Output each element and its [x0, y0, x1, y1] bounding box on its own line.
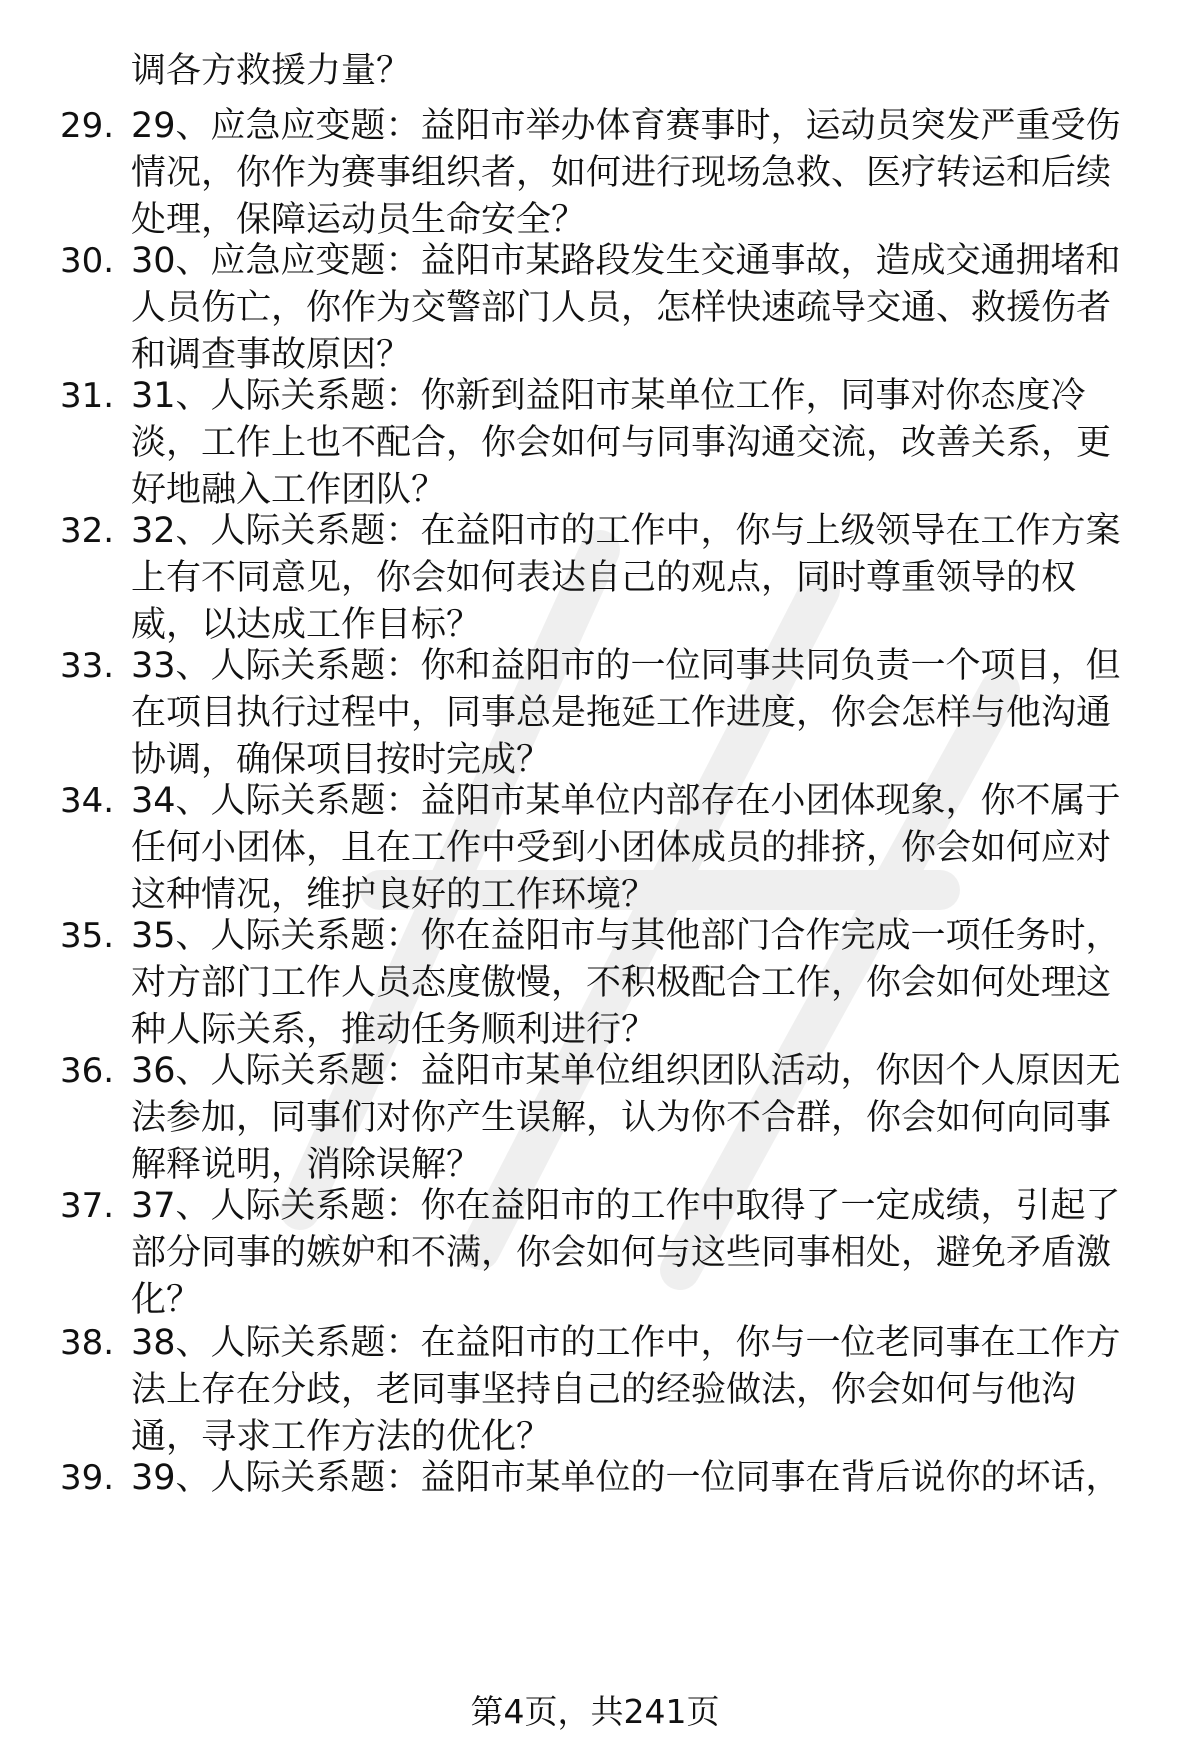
item-text-line: 种人际关系，推动任务顺利进行？	[131, 1010, 657, 1050]
item-text-line: 法上存在分歧，老同事坚持自己的经验做法，你会如何与他沟	[131, 1370, 1077, 1410]
item-text-line: 在项目执行过程中，同事总是拖延工作进度，你会怎样与他沟通	[131, 693, 1112, 733]
item-text-line: 化？	[131, 1280, 202, 1320]
item-number: 34.	[60, 781, 115, 821]
item-text-line: 任何小团体，且在工作中受到小团体成员的排挤，你会如何应对	[131, 828, 1112, 868]
item-text-line: 35、人际关系题：你在益阳市与其他部门合作完成一项任务时，	[131, 916, 1121, 956]
item-text-line: 协调，确保项目按时完成？	[131, 740, 552, 780]
item-text-line: 39、人际关系题：益阳市某单位的一位同事在背后说你的坏话，	[131, 1458, 1121, 1498]
item-text-line: 处理，保障运动员生命安全？	[131, 200, 587, 240]
item-text-line: 通，寻求工作方法的优化？	[131, 1417, 552, 1457]
item-text-line: 威，以达成工作目标？	[131, 605, 482, 645]
item-text-line: 上有不同意见，你会如何表达自己的观点，同时尊重领导的权	[131, 558, 1077, 598]
item-number: 39.	[60, 1458, 115, 1498]
item-text-line: 解释说明，消除误解？	[131, 1145, 482, 1185]
item-text-line: 这种情况，维护良好的工作环境？	[131, 875, 657, 915]
item-text-line: 法参加，同事们对你产生误解，认为你不合群，你会如何向同事	[131, 1098, 1112, 1138]
item-text-line: 情况，你作为赛事组织者，如何进行现场急救、医疗转运和后续	[131, 153, 1112, 193]
item-text-line: 淡，工作上也不配合，你会如何与同事沟通交流，改善关系，更	[131, 423, 1112, 463]
item-text-line: 33、人际关系题：你和益阳市的一位同事共同负责一个项目，但	[131, 646, 1121, 686]
item-number: 38.	[60, 1323, 115, 1363]
item-text-line: 36、人际关系题：益阳市某单位组织团队活动，你因个人原因无	[131, 1051, 1121, 1091]
item-text-line: 34、人际关系题：益阳市某单位内部存在小团体现象，你不属于	[131, 781, 1121, 821]
item-text-line: 部分同事的嫉妒和不满，你会如何与这些同事相处，避免矛盾激	[131, 1233, 1112, 1273]
item-number: 32.	[60, 511, 115, 551]
item-number: 33.	[60, 646, 115, 686]
item-text-line: 对方部门工作人员态度傲慢，不积极配合工作，你会如何处理这	[131, 963, 1112, 1003]
item-text-line: 好地融入工作团队？	[131, 470, 447, 510]
item-text-line: 人员伤亡，你作为交警部门人员，怎样快速疏导交通、救援伤者	[131, 288, 1112, 328]
item-text-line: 37、人际关系题：你在益阳市的工作中取得了一定成绩，引起了	[131, 1186, 1121, 1226]
item-number: 30.	[60, 241, 115, 281]
item-number: 36.	[60, 1051, 115, 1091]
item-number: 35.	[60, 916, 115, 956]
item-text-line: 30、应急应变题：益阳市某路段发生交通事故，造成交通拥堵和	[131, 241, 1121, 281]
continuation-line: 调各方救援力量？	[131, 51, 412, 91]
item-text-line: 38、人际关系题：在益阳市的工作中，你与一位老同事在工作方	[131, 1323, 1121, 1363]
item-number: 29.	[60, 106, 115, 146]
page-footer: 第4页，共241页	[470, 1692, 720, 1731]
item-text-line: 32、人际关系题：在益阳市的工作中，你与上级领导在工作方案	[131, 511, 1121, 551]
item-text-line: 31、人际关系题：你新到益阳市某单位工作，同事对你态度冷	[131, 376, 1086, 416]
item-number: 31.	[60, 376, 115, 416]
item-text-line: 和调查事故原因？	[131, 335, 412, 375]
item-number: 37.	[60, 1186, 115, 1226]
item-text-line: 29、应急应变题：益阳市举办体育赛事时，运动员突发严重受伤	[131, 106, 1121, 146]
